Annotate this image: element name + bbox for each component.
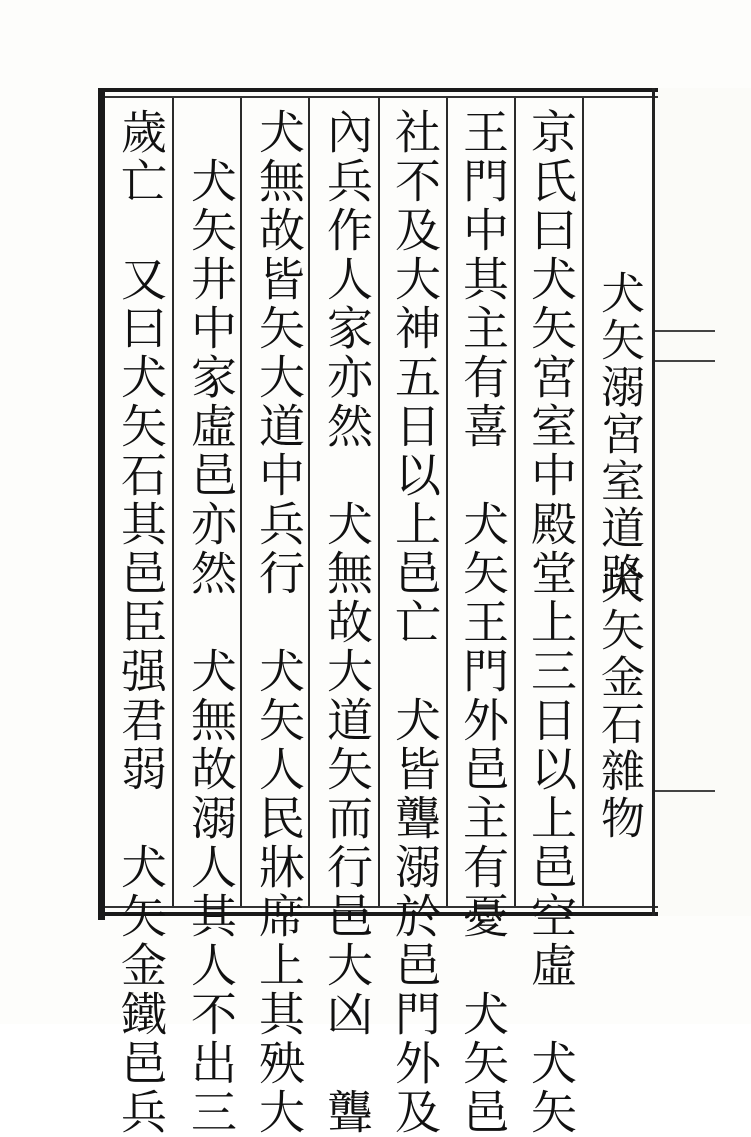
frame-left-border [98, 88, 105, 920]
text-column-6: 犬矢井中家虛邑亦然 犬無故溺人其人不出三 [184, 108, 238, 1137]
margin-divider [655, 330, 715, 332]
column-rule [240, 98, 242, 906]
column-rule [514, 98, 516, 906]
text-column-3: 社不及大神五日以上邑亡 犬皆聾溺於邑門外及 [388, 108, 442, 1137]
column-rule [446, 98, 448, 906]
text-column-7: 歲亡 又曰犬矢石其邑臣强君弱 犬矢金鐵邑兵 [114, 108, 168, 1137]
frame-top-border [98, 88, 658, 92]
column-rule [308, 98, 310, 906]
column-rule [172, 98, 174, 906]
text-column-2: 王門中其主有喜 犬矢王門外邑主有憂 犬矢邑 [456, 108, 510, 1137]
section-heading-b: 犬矢金石雜物 [593, 560, 644, 842]
text-column-5: 犬無故皆矢大道中兵行 犬矢人民牀席上其殃大 [252, 108, 306, 1137]
column-rule [378, 98, 380, 906]
text-column-4: 內兵作人家亦然 犬無故大道矢而行邑大凶 聾 [320, 108, 374, 1137]
column-rule [582, 98, 584, 906]
section-heading-a: 犬矢溺宮室道路 [593, 270, 644, 599]
margin-divider [655, 360, 715, 362]
text-column-1: 京氏曰犬矢宮室中殿堂上三日以上邑空虛 犬矢 [524, 108, 578, 1137]
frame-right-border [652, 88, 655, 916]
margin-divider [655, 790, 715, 792]
